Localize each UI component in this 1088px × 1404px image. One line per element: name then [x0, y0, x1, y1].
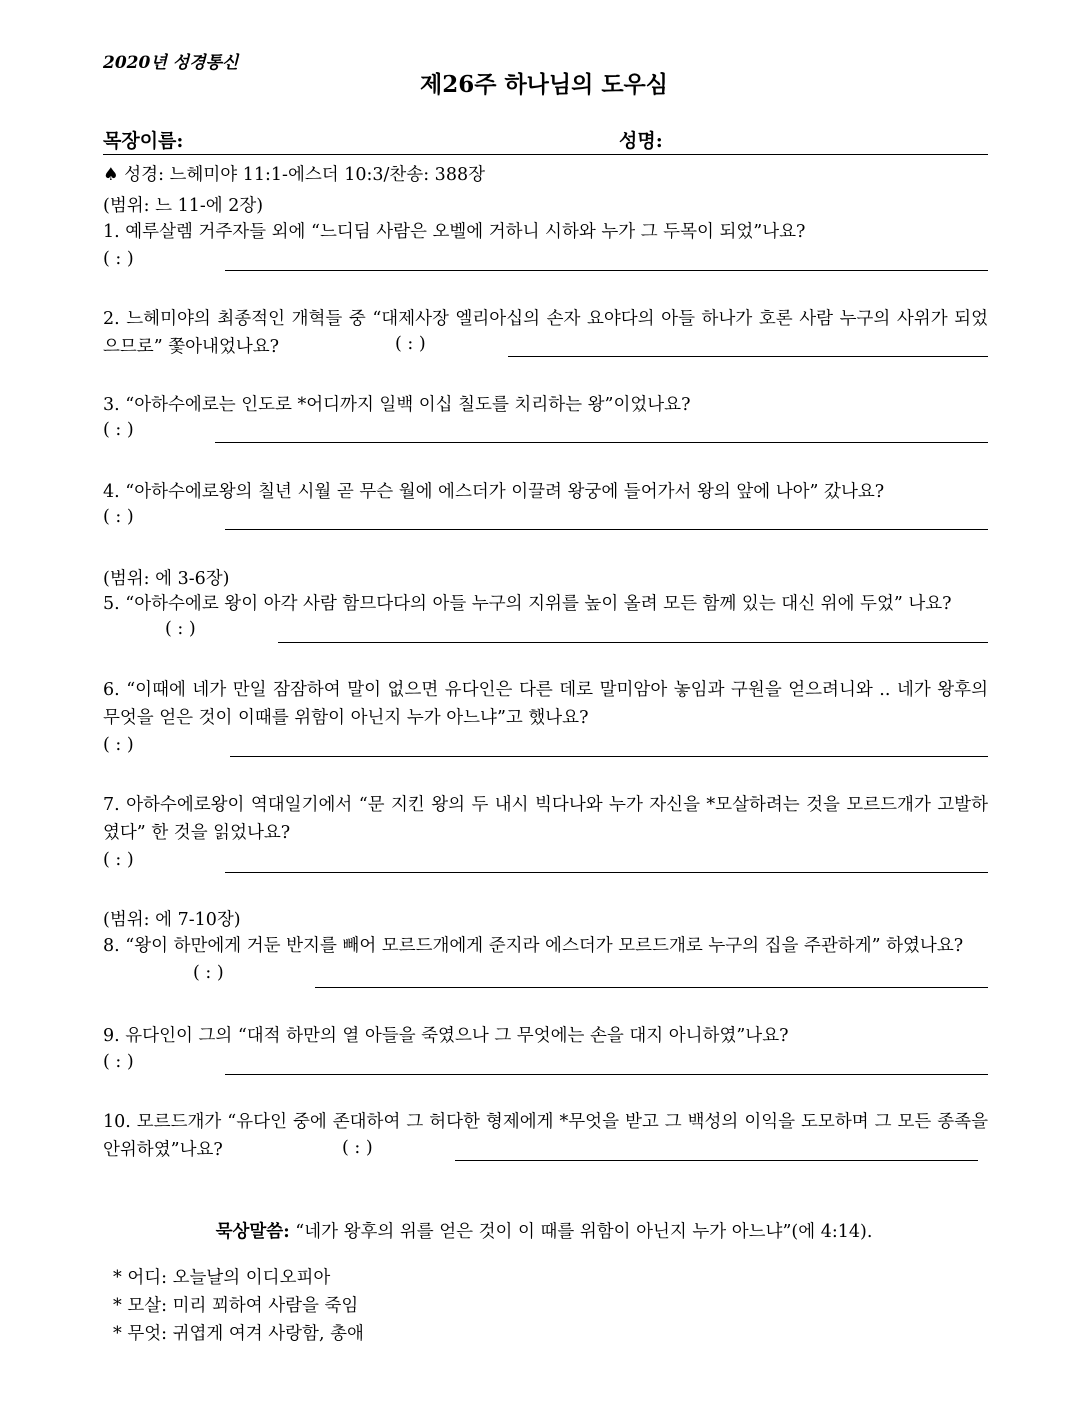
- answer-blank-5: ( : ): [165, 619, 196, 639]
- page-title: 제26주 하나님의 도우심: [420, 71, 668, 98]
- group-name-label: 목장이름:: [103, 130, 184, 152]
- answer-line-6[interactable]: [230, 756, 988, 757]
- question-9: 9. 유다인이 그의 “대적 하만의 열 아들을 죽였으나 그 무엇에는 손을 대지 아니하였”나요?: [103, 1026, 789, 1046]
- section-range: (범위: 에 7-10장): [103, 910, 241, 930]
- question-10: 10. 모르드개가 “유다인 중에 존대하여 그 허다한 형제에게 *무엇을 받고 그 백성의 이익을 도모하며 그 모든 종족을 안위하였”나요?: [103, 1112, 988, 1160]
- scripture-text: 성경: 느헤미야 11:1-에스더 10:3/찬송: 388장: [124, 165, 485, 185]
- section-range: (범위: 느 11-에 2장): [103, 196, 264, 216]
- year-label: 2020년 성경통신: [103, 53, 239, 73]
- question-1: 1. 예루살렘 거주자들 외에 “느디딤 사람은 오벨에 거하니 시하와 누가 그 두목이 되었”나요?: [103, 222, 806, 242]
- answer-blank-7: ( : ): [103, 850, 134, 870]
- answer-line-1[interactable]: [225, 270, 988, 271]
- answer-blank-10: ( : ): [342, 1138, 373, 1158]
- answer-blank-6: ( : ): [103, 735, 134, 755]
- answer-blank-3: ( : ): [103, 420, 134, 440]
- question-6: 6. “이때에 네가 만일 잠잠하여 말이 없으면 유다인은 다른 데로 말미암아 놓임과 구원을 얻으려니와 .. 네가 왕후의 무엇을 얻은 것이 이때를 위함이 아닌지 누가 아느냐”고 했나요?: [103, 680, 988, 728]
- spade-icon: ♠: [103, 165, 119, 185]
- meditation-text: “네가 왕후의 위를 얻은 것이 이 때를 위함이 아닌지 누가 아느냐”(에 4:14).: [295, 1222, 873, 1242]
- answer-line-8[interactable]: [315, 987, 988, 988]
- question-2: 2. 느헤미야의 최종적인 개혁들 중 “대제사장 엘리아십의 손자 요야다의 아들 하나가 호론 사람 누구의 사위가 되었으므로” 쫓아내었나요?: [103, 309, 988, 357]
- answer-blank-4: ( : ): [103, 507, 134, 527]
- answer-blank-1: ( : ): [103, 249, 134, 269]
- answer-line-3[interactable]: [215, 442, 988, 443]
- section-range: (범위: 에 3-6장): [103, 569, 230, 589]
- answer-line-9[interactable]: [225, 1074, 988, 1075]
- answer-line-7[interactable]: [225, 872, 988, 873]
- meditation-label: 묵상말씀:: [215, 1222, 290, 1242]
- student-name-label: 성명:: [619, 130, 663, 152]
- question-3: 3. “아하수에로는 인도로 *어디까지 일백 이십 칠도를 치리하는 왕”이었나요?: [103, 395, 691, 415]
- answer-blank-8: ( : ): [193, 963, 224, 983]
- answer-line-5[interactable]: [278, 642, 988, 643]
- answer-blank-2: ( : ): [395, 334, 426, 354]
- name-row: [103, 124, 988, 155]
- footnote: * 무엇: 귀엽게 여겨 사랑함, 총애: [113, 1324, 364, 1344]
- question-4: 4. “아하수에로왕의 칠년 시월 곧 무슨 월에 에스더가 이끌려 왕궁에 들어가서 왕의 앞에 나아” 갔나요?: [103, 482, 885, 502]
- scripture-line: [103, 161, 485, 186]
- meditation-verse: [0, 1218, 1088, 1243]
- answer-line-10[interactable]: [455, 1160, 978, 1161]
- question-7: 7. 아하수에로왕이 역대일기에서 “문 지킨 왕의 두 내시 빅다나와 누가 자신을 *모살하려는 것을 모르드개가 고발하였다” 한 것을 읽었나요?: [103, 795, 988, 843]
- answer-line-4[interactable]: [225, 529, 988, 530]
- question-8: 8. “왕이 하만에게 거둔 반지를 빼어 모르드개에게 준지라 에스더가 모르드개로 누구의 집을 주관하게” 하였나요?: [103, 936, 964, 956]
- answer-line-2[interactable]: [508, 356, 988, 357]
- footnote: * 모살: 미리 꾀하여 사람을 죽임: [113, 1296, 359, 1316]
- question-5: 5. “아하수에로 왕이 아각 사람 함므다다의 아들 누구의 지위를 높이 올려 모든 함께 있는 대신 위에 두었” 나요?: [103, 594, 952, 614]
- footnote: * 어디: 오늘날의 이디오피아: [113, 1268, 331, 1288]
- answer-blank-9: ( : ): [103, 1052, 134, 1072]
